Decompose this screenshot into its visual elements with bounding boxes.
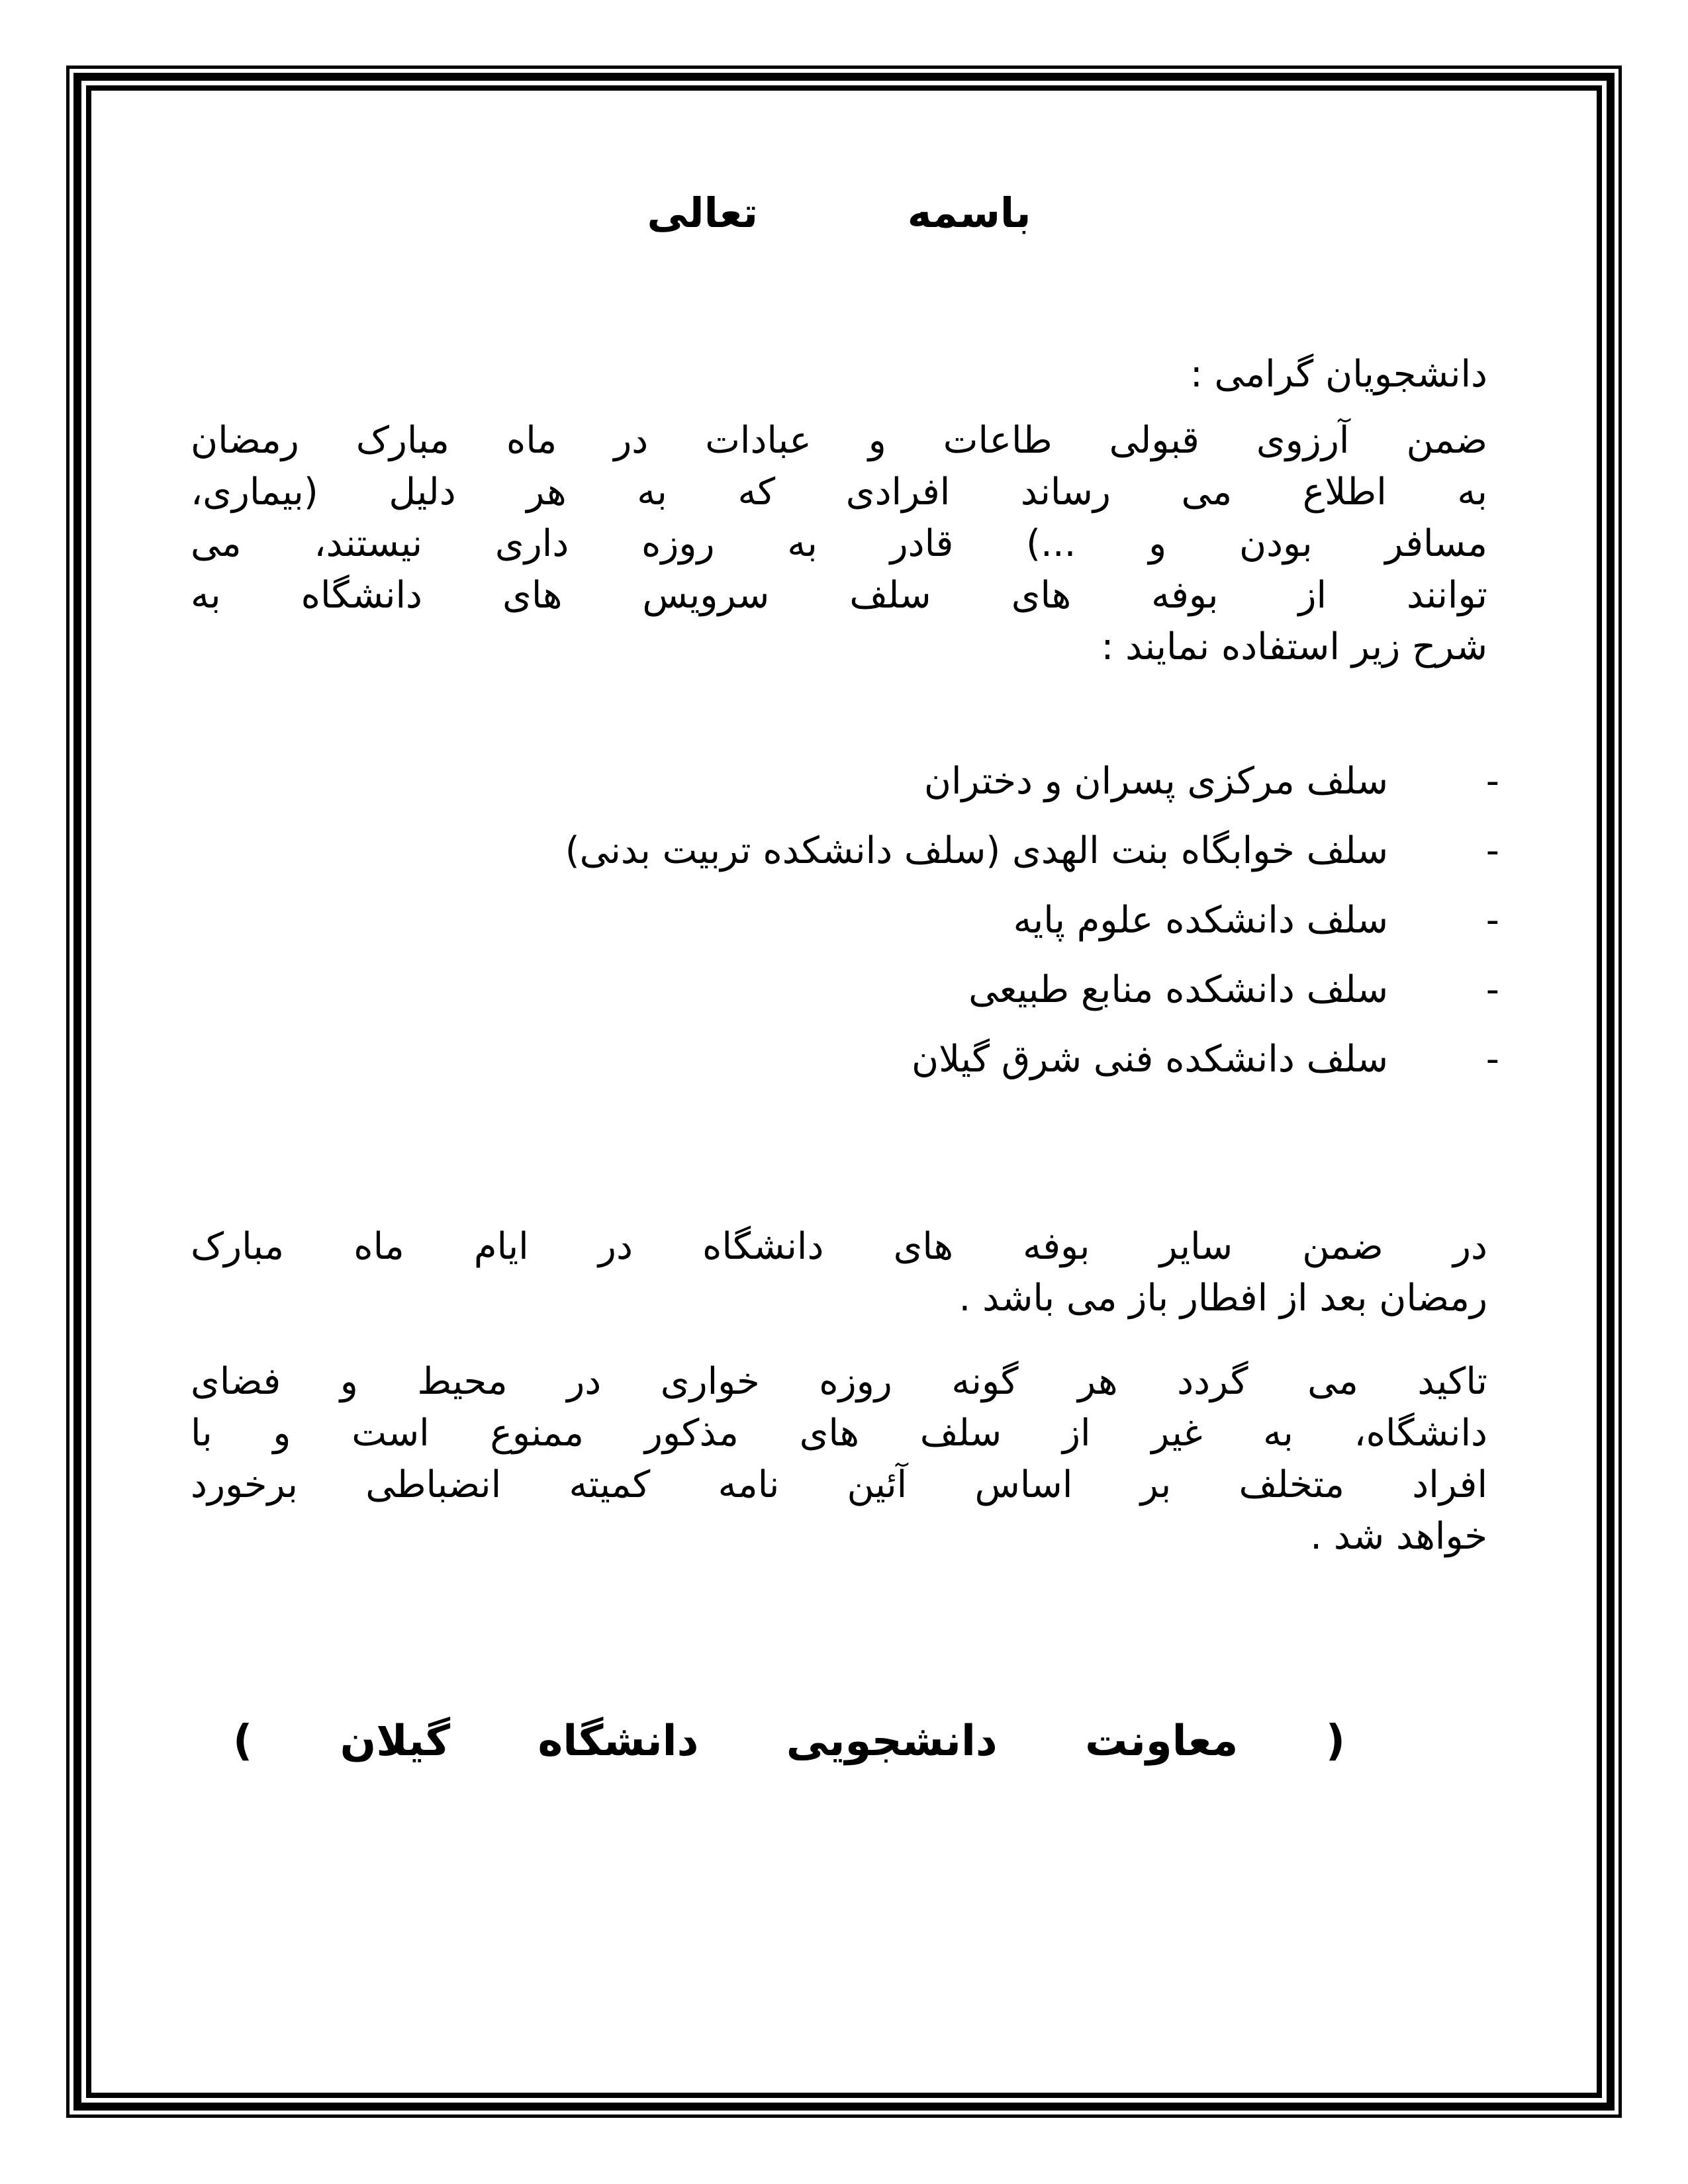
decorative-border-middle bbox=[73, 73, 1615, 2111]
paragraph-intro bbox=[191, 415, 1487, 673]
paragraph-other-buffets-line: در ضمن سایر بوفه های دانشگاه در ایام ماه مبارک bbox=[191, 1225, 1487, 1268]
invocation-heading: باسمه تعالی bbox=[647, 189, 1031, 237]
paragraph-other-buffets-line: رمضان بعد از افطار باز می باشد . bbox=[959, 1277, 1487, 1320]
paragraph-intro-line: شرح زیر استفاده نمایند : bbox=[1101, 625, 1487, 668]
paragraph-warning-line: دانشگاه، به غیر از سلف های مذکور ممنوع است و با bbox=[191, 1412, 1487, 1455]
cafeteria-name: سلف دانشکده فنی شرق گیلان bbox=[911, 1038, 1388, 1081]
cafeteria-name: سلف مرکزی پسران و دختران bbox=[923, 760, 1388, 803]
paragraph-warning-line: تاکید می گردد هر گونه روزه خواری در محیط و فضای bbox=[191, 1360, 1487, 1403]
decorative-border-inner bbox=[86, 85, 1602, 2098]
greeting-line: دانشجویان گرامی : bbox=[1190, 353, 1487, 396]
paragraph-warning-line: خواهد شد . bbox=[1310, 1515, 1487, 1558]
list-item bbox=[191, 895, 1499, 946]
list-item bbox=[191, 825, 1499, 877]
list-item bbox=[191, 756, 1499, 807]
paragraph-warning-line: افراد متخلف بر اساس آئین نامه کمیته انضباطی برخورد bbox=[191, 1463, 1487, 1506]
list-dash-marker: - bbox=[1485, 760, 1499, 803]
cafeteria-list bbox=[191, 756, 1499, 1085]
list-dash-marker: - bbox=[1485, 829, 1499, 872]
paragraph-intro-line: ضمن آرزوی قبولی طاعات و عبادات در ماه مبارک رمضان bbox=[191, 419, 1487, 462]
paragraph-intro-line: توانند از بوفه های سلف سرویس های دانشگاه به bbox=[191, 574, 1487, 617]
paragraph-intro-line: به اطلاع می رساند افرادی که به هر دلیل (بیماری، bbox=[191, 471, 1487, 514]
cafeteria-name: سلف دانشکده علوم پایه bbox=[1013, 899, 1388, 942]
list-dash-marker: - bbox=[1485, 1038, 1499, 1081]
cafeteria-name: سلف خوابگاه بنت الهدی (سلف دانشکده تربیت بدنی) bbox=[565, 829, 1388, 872]
cafeteria-name: سلف دانشکده منابع طبیعی bbox=[968, 968, 1388, 1011]
decorative-border-outer bbox=[66, 66, 1622, 2118]
list-item bbox=[191, 1034, 1499, 1085]
list-dash-marker: - bbox=[1485, 899, 1499, 942]
paragraph-intro-line: مسافر بودن و ...) قادر به روزه داری نیستند، می bbox=[191, 522, 1487, 565]
paragraph-warning bbox=[191, 1356, 1487, 1563]
list-dash-marker: - bbox=[1485, 968, 1499, 1011]
list-item bbox=[191, 964, 1499, 1016]
letter-content bbox=[91, 187, 1597, 1771]
paragraph-other-buffets bbox=[191, 1221, 1487, 1324]
signature-line: ( معاونت دانشجویی دانشگاه گیلان ) bbox=[233, 1717, 1345, 1766]
